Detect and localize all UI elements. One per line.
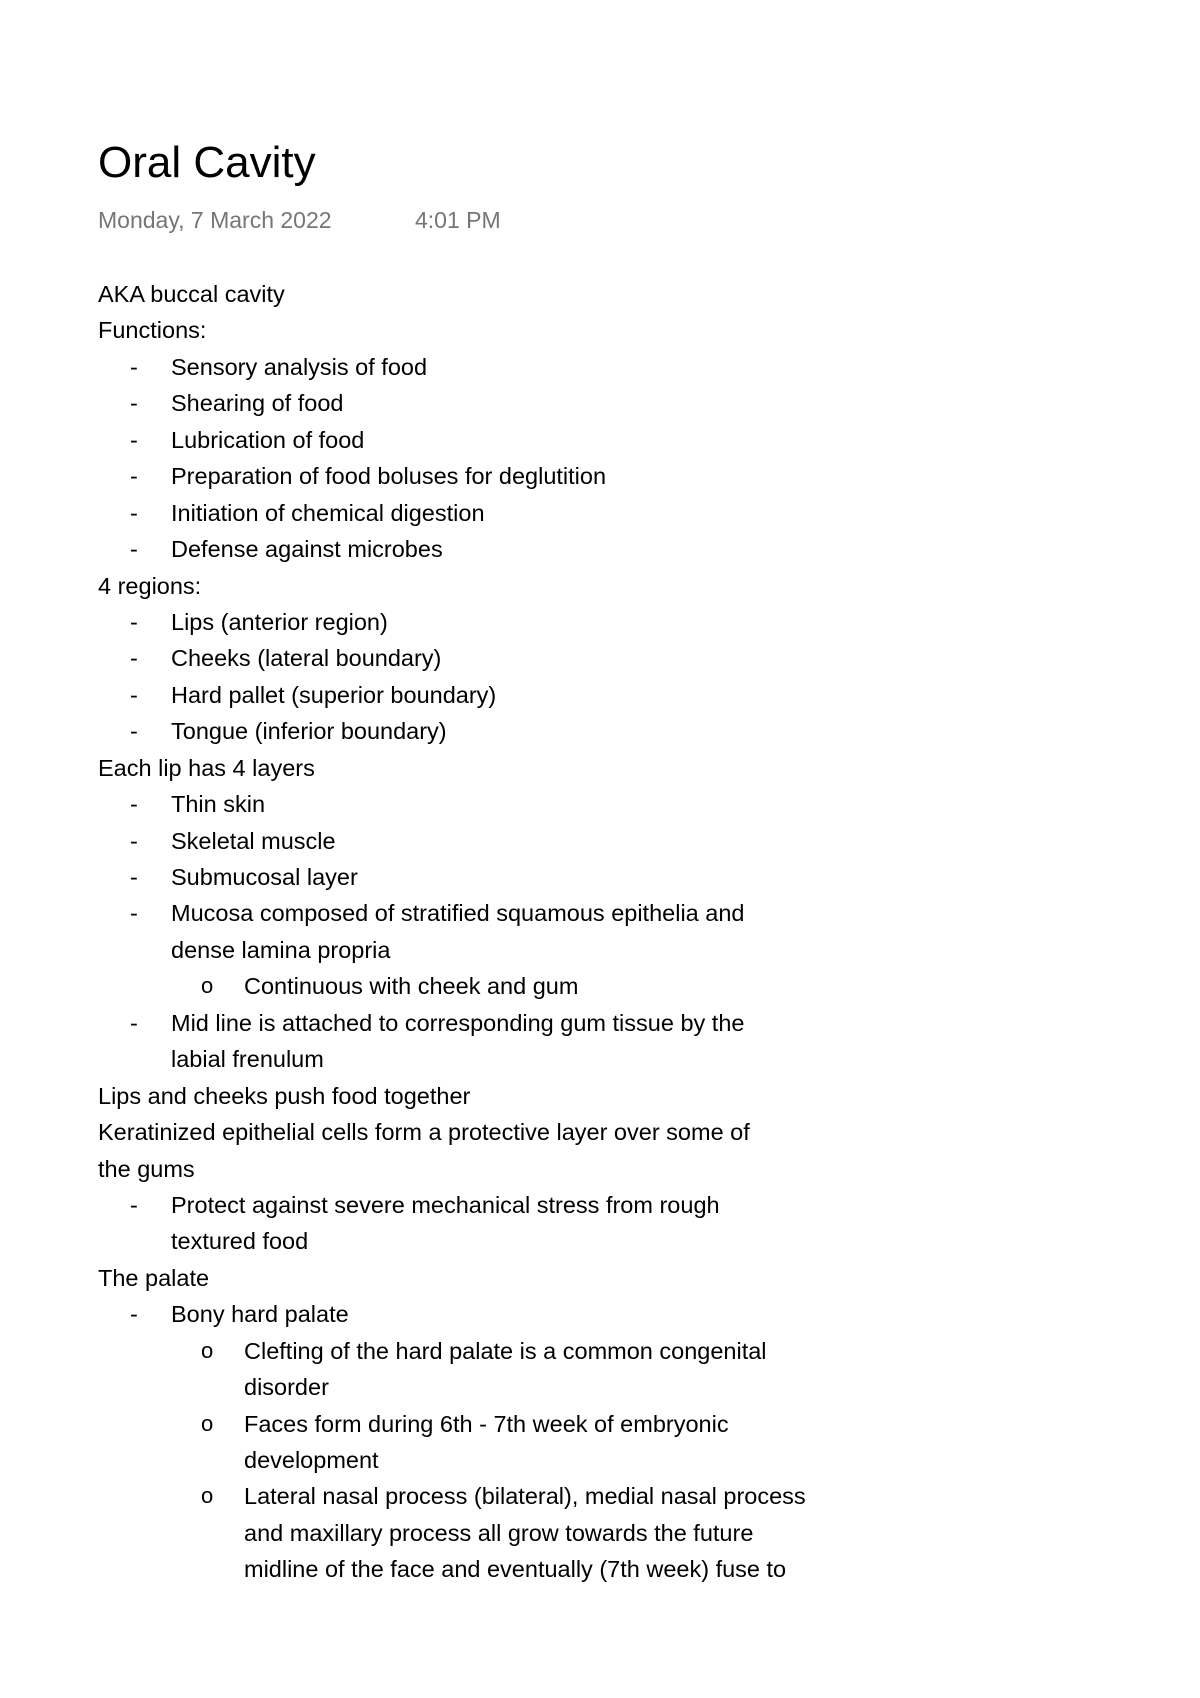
list-item-continuation [98, 1369, 918, 1405]
note-metadata [98, 204, 501, 236]
paragraph-line [98, 750, 918, 786]
line-text: development [244, 1447, 379, 1473]
dash-bullet-icon: - [130, 1009, 138, 1036]
list-item [98, 1333, 918, 1369]
circle-bullet-icon: o [201, 973, 214, 999]
line-text: Clefting of the hard palate is a common congenital [244, 1337, 767, 1364]
dash-bullet-icon: - [130, 353, 138, 380]
line-text: midline of the face and eventually (7th week) fuse to [244, 1556, 787, 1583]
dash-bullet-icon: - [130, 608, 138, 635]
list-item [98, 786, 918, 822]
note-time: 4:01 PM [415, 207, 501, 233]
dash-bullet-icon: - [130, 1191, 138, 1218]
paragraph-line [98, 568, 918, 604]
list-item [98, 1005, 918, 1041]
list-item [98, 531, 918, 567]
line-text: the gums [98, 1155, 195, 1182]
line-text: Skeletal muscle [171, 827, 336, 854]
line-text: Each lip has 4 layers [98, 754, 315, 781]
dash-bullet-icon: - [130, 900, 138, 927]
list-item [98, 1187, 918, 1223]
list-item [98, 859, 918, 895]
paragraph-line [98, 1114, 918, 1150]
list-item [98, 895, 918, 931]
list-item [98, 422, 918, 458]
paragraph-line [98, 1151, 918, 1187]
paragraph-line [98, 1260, 918, 1296]
dash-bullet-icon: - [130, 645, 138, 672]
list-item-continuation [98, 1515, 918, 1551]
dash-bullet-icon: - [130, 499, 138, 526]
line-text: Submucosal layer [171, 864, 358, 890]
line-text: 4 regions: [98, 572, 202, 599]
dash-bullet-icon: - [130, 827, 138, 854]
line-text: Lubrication of food [171, 426, 365, 453]
dash-bullet-icon: - [130, 718, 138, 745]
line-text: Continuous with cheek and gum [244, 973, 579, 1000]
list-item [98, 1478, 918, 1514]
page-title: Oral Cavity [98, 138, 316, 187]
line-text: Shearing of food [171, 390, 344, 417]
list-item [98, 823, 918, 859]
list-item-continuation [98, 1442, 918, 1478]
line-text: Lateral nasal process (bilateral), medial nasal process [244, 1483, 806, 1510]
paragraph-line [98, 276, 918, 312]
list-item [98, 713, 918, 749]
dash-bullet-icon: - [130, 791, 138, 818]
circle-bullet-icon: o [201, 1337, 214, 1363]
circle-bullet-icon: o [201, 1410, 214, 1436]
dash-bullet-icon: - [130, 426, 138, 453]
line-text: Functions: [98, 317, 207, 344]
paragraph-line [98, 312, 918, 348]
list-item-continuation [98, 1223, 918, 1259]
list-item-continuation [98, 932, 918, 968]
note-body [98, 276, 918, 1588]
paragraph-line [98, 1078, 918, 1114]
line-text: Preparation of food boluses for deglutition [171, 463, 607, 490]
line-text: Sensory analysis of food [171, 353, 428, 380]
line-text: Faces form during 6th - 7th week of embryonic [244, 1410, 729, 1437]
line-text: Bony hard palate [171, 1301, 349, 1328]
line-text: labial frenulum [171, 1046, 324, 1073]
dash-bullet-icon: - [130, 1301, 138, 1328]
list-item [98, 677, 918, 713]
line-text: Tongue (inferior boundary) [171, 718, 447, 745]
list-item-continuation [98, 1041, 918, 1077]
list-item [98, 1406, 918, 1442]
line-text: Mucosa composed of stratified squamous epithelia and [171, 900, 745, 927]
line-text: Initiation of chemical digestion [171, 499, 485, 526]
line-text: and maxillary process all grow towards the future [244, 1519, 754, 1546]
list-item [98, 495, 918, 531]
line-text: The palate [98, 1264, 210, 1291]
dash-bullet-icon: - [130, 390, 138, 417]
dash-bullet-icon: - [130, 463, 138, 490]
line-text: textured food [171, 1228, 309, 1255]
list-item [98, 1296, 918, 1332]
list-item-continuation [98, 1551, 918, 1587]
dash-bullet-icon: - [130, 536, 138, 563]
line-text: Protect against severe mechanical stress from rough [171, 1191, 720, 1218]
list-item [98, 385, 918, 421]
line-text: AKA buccal cavity [98, 281, 285, 307]
list-item [98, 458, 918, 494]
line-text: Hard pallet (superior boundary) [171, 681, 497, 708]
circle-bullet-icon: o [201, 1483, 214, 1509]
line-text: Lips (anterior region) [171, 608, 388, 635]
dash-bullet-icon: - [130, 681, 138, 708]
dash-bullet-icon: - [130, 864, 138, 890]
line-text: disorder [244, 1374, 329, 1401]
line-text: Cheeks (lateral boundary) [171, 645, 442, 672]
list-item [98, 604, 918, 640]
line-text: Keratinized epithelial cells form a protective layer over some of [98, 1119, 750, 1146]
line-text: Defense against microbes [171, 536, 443, 563]
line-text: dense lamina propria [171, 936, 391, 963]
list-item [98, 640, 918, 676]
list-item [98, 349, 918, 385]
line-text: Lips and cheeks push food together [98, 1082, 471, 1109]
line-text: Thin skin [171, 791, 266, 818]
note-date: Monday, 7 March 2022 [98, 207, 332, 233]
list-item [98, 968, 918, 1004]
line-text: Mid line is attached to corresponding gum tissue by the [171, 1009, 745, 1036]
